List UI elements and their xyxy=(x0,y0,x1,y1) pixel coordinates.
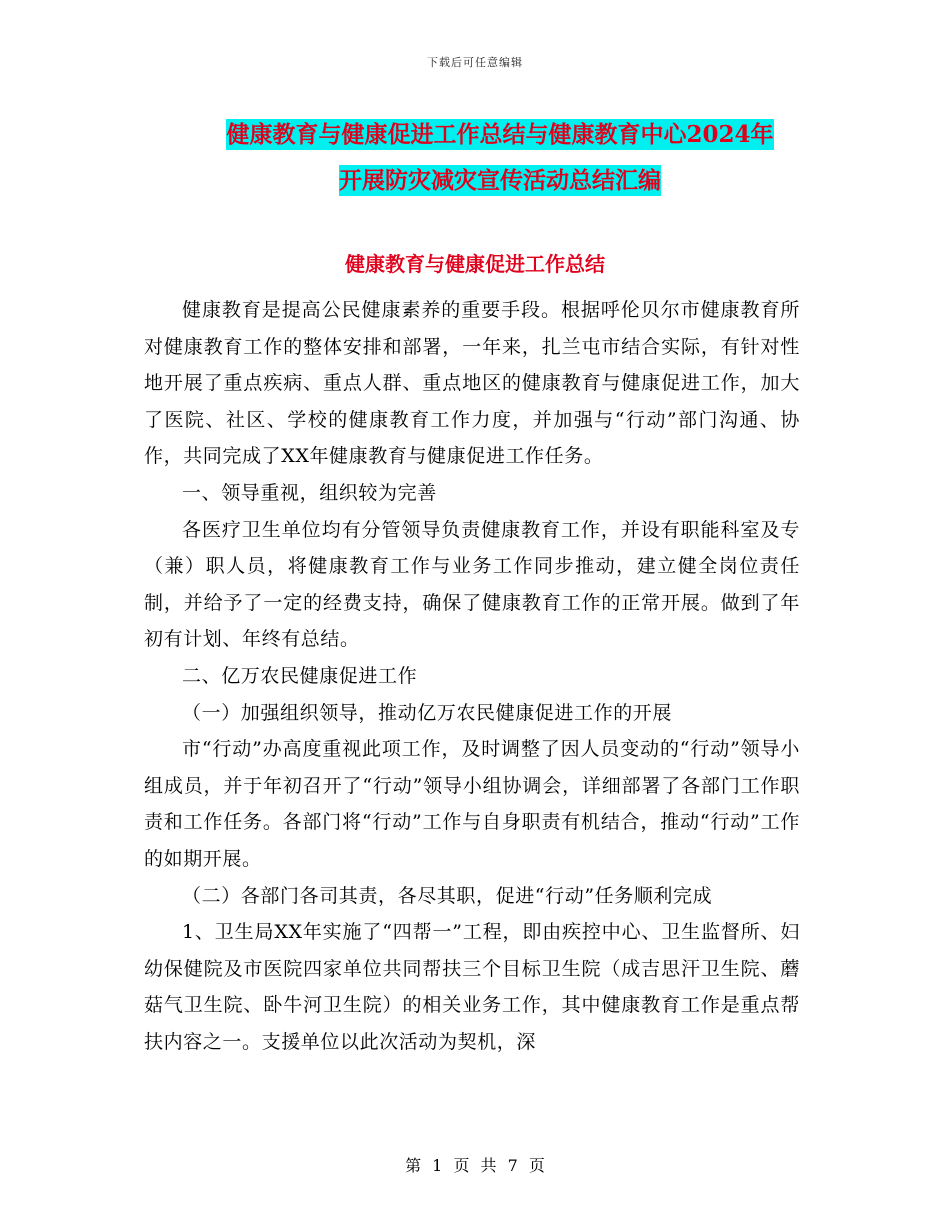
paragraph: 各医疗卫生单位均有分管领导负责健康教育工作，并设有职能科室及专（兼）职人员，将健康教育工作与业务工作同步推动，建立健全岗位责任制，并给予了一定的经费支持，确保了健康教育工作的正常开展。做到了年初有计划、年终有总结。 xyxy=(144,518,800,651)
paragraph: 1、卫生局XX年实施了“四帮一”工程，即由疾控中心、卫生监督所、妇幼保健院及市医院四家单位共同帮扶三个目标卫生院（成吉思汗卫生院、蘑菇气卫生院、卧牛河卫生院）的相关业务工作，其中健康教育工作是重点帮扶内容之一。支援单位以此次活动为契机，深 xyxy=(144,921,800,1053)
body-text xyxy=(144,292,800,1060)
paragraph: 一、领导重视，组织较为完善 xyxy=(182,481,437,504)
document-title xyxy=(140,112,860,204)
section-title: 健康教育与健康促进工作总结 xyxy=(345,252,605,276)
paragraph: （一）加强组织领导，推动亿万农民健康促进工作的开展 xyxy=(182,701,673,724)
page-footer: 第 1 页 共 7 页 xyxy=(405,1156,545,1175)
header-note: 下载后可任意编辑 xyxy=(427,56,523,69)
paragraph: 二、亿万农民健康促进工作 xyxy=(182,664,418,687)
paragraph: （二）各部门各司其责，各尽其职，促进“行动”任务顺利完成 xyxy=(182,884,713,907)
document-title-line-2: 开展防灾减灾宣传活动总结汇编 xyxy=(339,167,661,194)
document-title-line-1: 健康教育与健康促进工作总结与健康教育中心2024年 xyxy=(226,121,774,148)
paragraph: 健康教育是提高公民健康素养的重要手段。根据呼伦贝尔市健康教育所对健康教育工作的整体安排和部署，一年来，扎兰屯市结合实际，有针对性地开展了重点疾病、重点人群、重点地区的健康教育与健康促进工作，加大了医院、社区、学校的健康教育工作力度，并加强与“行动”部门沟通、协作，共同完成了XX年健康教育与健康促进工作任务。 xyxy=(144,299,800,468)
paragraph: 市“行动”办高度重视此项工作，及时调整了因人员变动的“行动”领导小组成员，并于年初召开了“行动”领导小组协调会，详细部署了各部门工作职责和工作任务。各部门将“行动”工作与自身职责有机结合，推动“行动”工作的如期开展。 xyxy=(144,738,800,870)
